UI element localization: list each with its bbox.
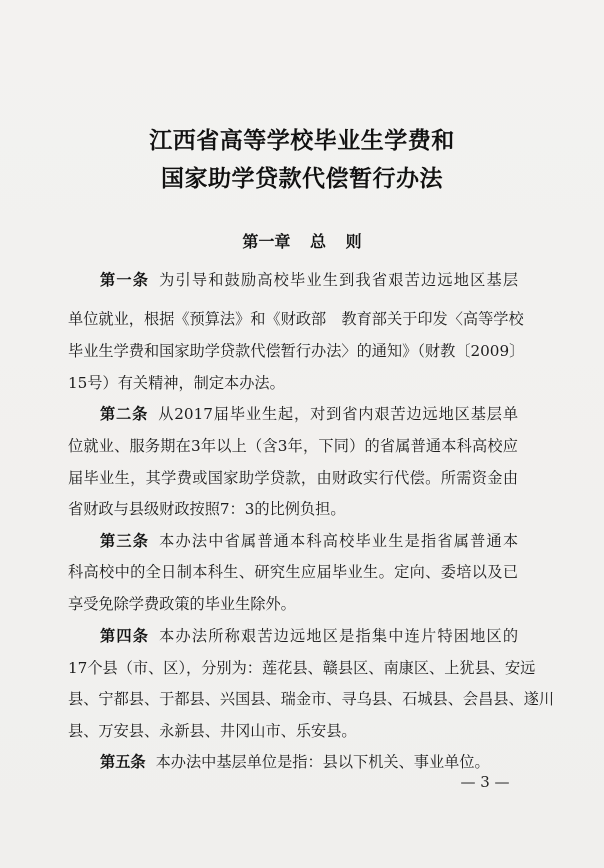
article-2-line-2: 位就业、服务期在3年以上（含3年，下同）的省属普通本科高校应 (68, 437, 518, 455)
article-1-label: 第一条 (100, 271, 150, 289)
chapter-heading: 第一章 总 则 (242, 232, 362, 251)
article-1-line-4: 15号）有关精神，制定本办法。 (68, 374, 285, 392)
article-1-text: 为引导和鼓励高校毕业生到我省艰苦边远地区基层 (159, 271, 519, 289)
article-5-line-1 (100, 752, 518, 772)
article-1-line-3: 毕业生学费和国家助学贷款代偿暂行办法〉的通知》（财教〔2009〕 (68, 342, 525, 360)
article-4-line-4: 县、万安县、永新县、井冈山市、乐安县。 (68, 722, 357, 740)
article-2-line-4: 省财政与县级财政按照7：3的比例负担。 (68, 500, 346, 518)
article-1-line-2: 单位就业，根据《预算法》和《财政部 教育部关于印发〈高等学校 (68, 310, 524, 328)
article-3-text: 本办法中省属普通本科高校毕业生是指省属普通本 (159, 532, 519, 550)
article-3-label: 第三条 (100, 532, 150, 550)
article-4-label: 第四条 (100, 627, 150, 645)
article-3-line-2: 科高校中的全日制本科生、研究生应届毕业生。定向、委培以及已 (68, 563, 518, 581)
article-4-text: 本办法所称艰苦边远地区是指集中连片特困地区的 (159, 627, 519, 645)
article-2-text: 从2017届毕业生起，对到省内艰苦边远地区基层单 (158, 405, 519, 423)
article-2-line-1 (100, 404, 518, 424)
article-4-line-1 (100, 626, 518, 646)
article-5-label: 第五条 (100, 753, 146, 771)
article-3-line-1 (100, 531, 518, 551)
page-number: — 3 — (460, 773, 510, 791)
document-title-line-1: 江西省高等学校毕业生学费和 (149, 128, 455, 154)
article-2-label: 第二条 (100, 405, 149, 423)
article-4-line-3: 县、宁都县、于都县、兴国县、瑞金市、寻乌县、石城县、会昌县、遂川 (68, 690, 554, 708)
article-3-line-3: 享受免除学费政策的毕业生除外。 (68, 595, 296, 613)
document-title-line-2: 国家助学贷款代偿暂行办法 (161, 166, 443, 192)
article-4-line-2: 17个县（市、区），分别为：莲花县、赣县区、南康区、上犹县、安远 (68, 659, 536, 677)
article-1-line-1 (100, 270, 518, 290)
article-5-text: 本办法中基层单位是指：县以下机关、事业单位。 (155, 753, 490, 771)
article-2-line-3: 届毕业生，其学费或国家助学贷款，由财政实行代偿。所需资金由 (68, 469, 518, 487)
